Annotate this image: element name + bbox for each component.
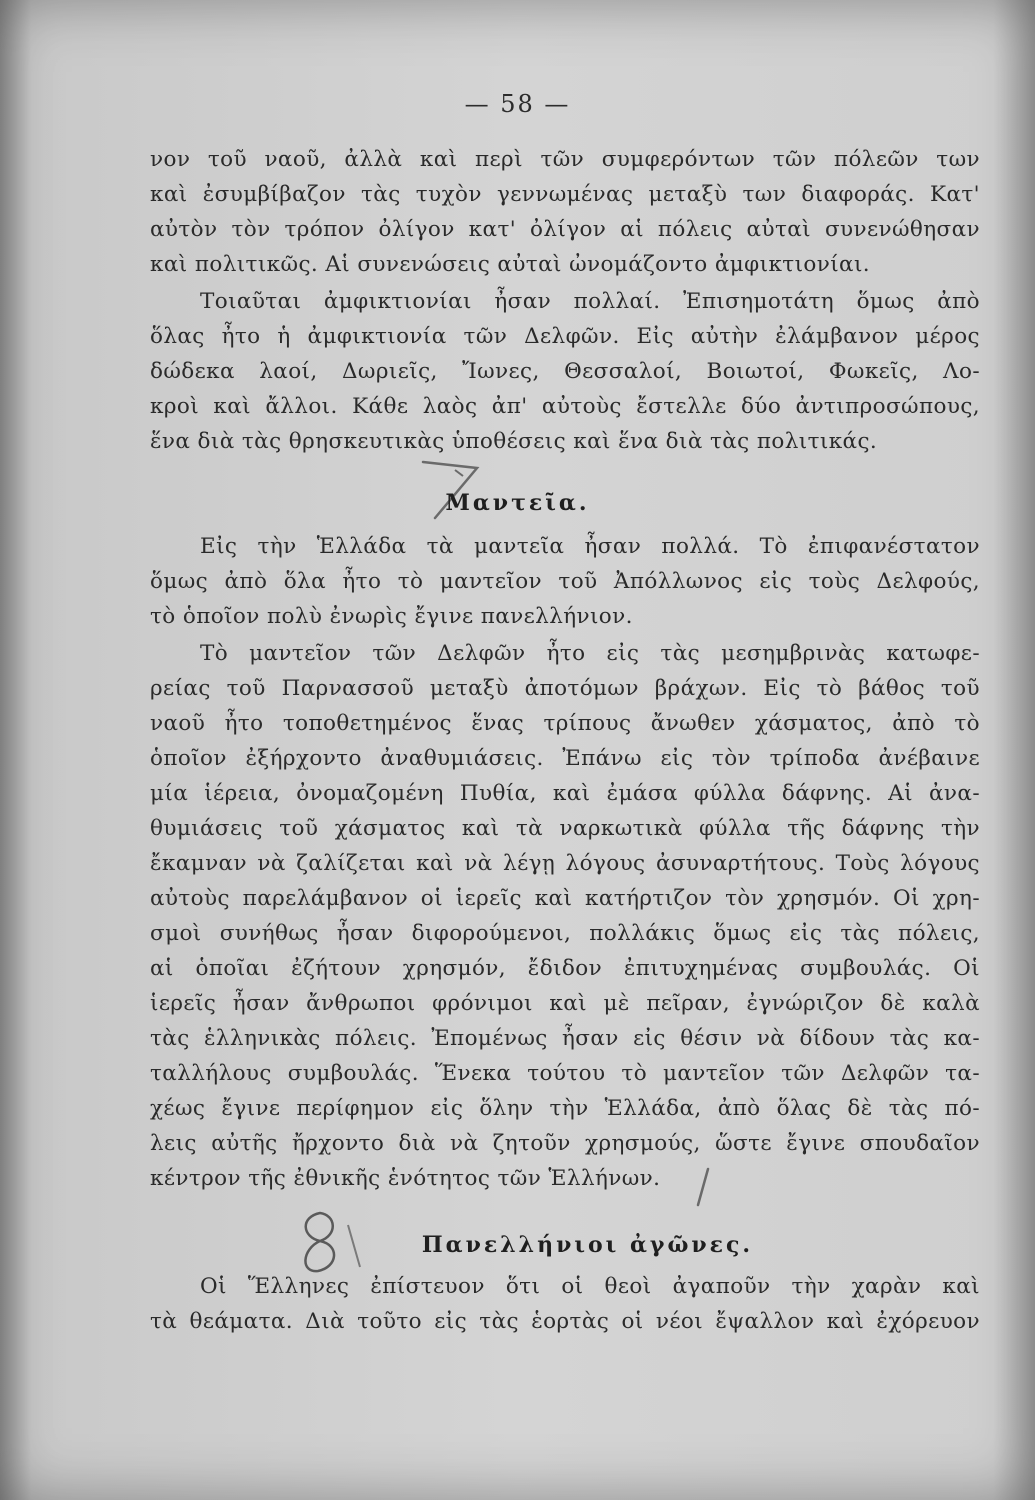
text-line: τὰς ἑλληνικὰς πόλεις. Ἐπομένως ἦσαν εἰς θέσιν νὰ δίδουν τὰς κα- [150,1026,980,1051]
text-line: μία ἱέρεια, ὀνομαζομένη Πυθία, καὶ ἐμάσα φύλλα δάφνης. Αἱ ἀνα- [150,781,980,806]
text-line: αἱ ὁποῖαι ἐζήτουν χρησμόν, ἔδιδον ἐπιτυχημένας συμβουλάς. Οἱ [150,956,980,981]
text-line: ὅμως ἀπὸ ὅλα ἦτο τὸ μαντεῖον τοῦ Ἀπόλλωνος εἰς τοὺς Δελφούς, [150,569,980,594]
text-line: ὅλας ἦτο ἡ ἀμφικτιονία τῶν Δελφῶν. Εἰς αὐτὴν ἐλάμβανον μέρος [150,324,980,349]
text-line: σμοὶ συνήθως ἦσαν διφορούμενοι, πολλάκις ὅμως εἰς τὰς πόλεις, [150,921,980,946]
text-line: χέως ἔγινε περίφημον εἰς ὅλην τὴν Ἑλλάδα, ἀπὸ ὅλας δὲ τὰς πό- [150,1096,980,1121]
text-line: ὁποῖον ἐξήρχοντο ἀναθυμιάσεις. Ἐπάνω εἰς τὸν τρίποδα ἀνέβαινε [150,746,980,771]
text-line: αὐτοὺς παρελάμβανον οἱ ἱερεῖς καὶ κατήρτιζον τὸν χρησμόν. Οἱ χρη- [150,886,980,911]
text-line: ναοῦ ἦτο τοποθετημένος ἕνας τρίπους ἄνωθεν χάσματος, ἀπὸ τὸ [150,711,980,736]
text-line: τὰ θεάματα. Διὰ τοῦτο εἰς τὰς ἑορτὰς οἱ νέοι ἔψαλλον καὶ ἐχόρευον [150,1309,980,1334]
text-line: ἕνα διὰ τὰς θρησκευτικὰς ὑποθέσεις καὶ ἕνα διὰ τὰς πολιτικάς. [150,429,878,454]
section-heading: Μαντεῖα. [445,490,590,516]
text-line: Οἱ Ἕλληνες ἐπίστευον ὅτι οἱ θεοὶ ἀγαποῦν τὴν χαρὰν καὶ [200,1274,980,1299]
text-line: δώδεκα λαοί, Δωριεῖς, Ἴωνες, Θεσσαλοί, Βοιωτοί, Φωκεῖς, Λο- [150,359,980,384]
text-line: Τοιαῦται ἀμφικτιονίαι ἦσαν πολλαί. Ἐπισημοτάτη ὅμως ἀπὸ [200,289,980,314]
text-line: ἱερεῖς ἦσαν ἄνθρωποι φρόνιμοι καὶ μὲ πεῖραν, ἐγνώριζον δὲ καλὰ [150,991,980,1016]
text-line: Εἰς τὴν Ἑλλάδα τὰ μαντεῖα ἦσαν πολλά. Τὸ ἐπιφανέστατον [200,534,980,559]
text-line: κέντρον τῆς ἐθνικῆς ἑνότητος τῶν Ἑλλήνων. [150,1166,661,1191]
text-line: καὶ πολιτικῶς. Αἱ συνενώσεις αὐταὶ ὠνομάζοντο ἀμφικτιονίαι. [150,252,871,277]
section-heading: Πανελλήνιοι ἀγῶνες. [421,1232,754,1258]
text-line: λεις αὐτῆς ἤρχοντο διὰ νὰ ζητοῦν χρησμούς, ὥστε ἔγινε σπουδαῖον [150,1131,980,1156]
text-line: τὸ ὁποῖον πολὺ ἐνωρὶς ἔγινε πανελλήνιον. [150,604,633,629]
text-line: καὶ ἐσυμβίβαζον τὰς τυχὸν γεννωμένας μεταξὺ των διαφοράς. Κατ' [150,182,980,207]
text-line: αὐτὸν τὸν τρόπον ὀλίγον κατ' ὀλίγον αἱ πόλεις αὐταὶ συνενώθησαν [150,217,980,242]
handwritten-check-mark [688,1165,718,1210]
text-line: ταλλήλους συμβουλάς. Ἕνεκα τούτου τὸ μαντεῖον τῶν Δελφῶν τα- [150,1061,980,1086]
text-line: ρείας τοῦ Παρνασσοῦ μεταξὺ ἀποτόμων βράχων. Εἰς τὸ βάθος τοῦ [150,676,980,701]
text-line: νον τοῦ ναοῦ, ἀλλὰ καὶ περὶ τῶν συμφερόντων τῶν πόλεῶν των [150,147,980,172]
text-line: θυμιάσεις τοῦ χάσματος καὶ τὰ ναρκωτικὰ φύλλα τῆς δάφνης τὴν [150,816,980,841]
text-line: ἔκαμναν νὰ ζαλίζεται καὶ νὰ λέγῃ λόγους ἀσυναρτήτους. Τοὺς λόγους [150,851,980,876]
text-line: κροὶ καὶ ἄλλοι. Κάθε λαὸς ἀπ' αὐτοὺς ἔστελλε δύο ἀντιπροσώπους, [150,394,980,419]
page-number: — 58 — [464,90,571,118]
text-line: Τὸ μαντεῖον τῶν Δελφῶν ἦτο εἰς τὰς μεσημβρινὰς κατωφε- [200,641,980,666]
